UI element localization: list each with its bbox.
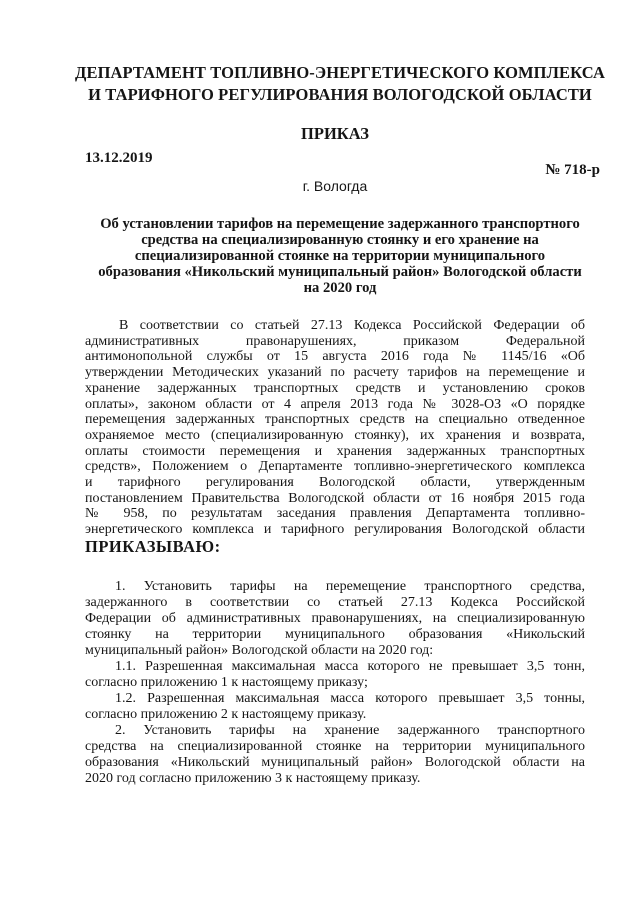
item-2-line: 2. Установить тарифы на хранение задержанного транспортного bbox=[115, 723, 585, 738]
item-1-1-line: согласно приложению 1 к настоящему приказу; bbox=[85, 675, 368, 690]
preamble-line: оплаты», законом области от 4 апреля 2013 года № 3028-ОЗ «О порядке bbox=[85, 396, 585, 412]
preamble-line: антимонопольной службы от 15 августа 2016 года № 1145/16 «Об bbox=[85, 349, 585, 365]
document-city: г. Вологда bbox=[302, 178, 368, 194]
preamble-line: утверждении Методических указаний по расчету тарифов на перемещение и bbox=[85, 365, 585, 381]
preamble-line: № 958, по результатам заседания правления Департамента топливно- bbox=[85, 506, 585, 522]
department-line: ДЕПАРТАМЕНТ ТОПЛИВНО-ЭНЕРГЕТИЧЕСКОГО КОМПЛЕКСА bbox=[75, 63, 605, 82]
department-header bbox=[60, 62, 620, 106]
item-1-2-line: 1.2. Разрешенная максимальная масса которого превышает 3,5 тонны, bbox=[115, 691, 585, 706]
preamble-line: хранение задержанных транспортных средств и установлению сроков bbox=[85, 380, 585, 396]
preamble-line: средств», Положением о Департаменте топливно-энергетического комплекса bbox=[85, 459, 585, 475]
department-line: И ТАРИФНОГО РЕГУЛИРОВАНИЯ ВОЛОГОДСКОЙ ОБЛАСТИ bbox=[88, 85, 592, 104]
item-2-line: образования «Никольский муниципальный район» Вологодской области на bbox=[85, 755, 585, 770]
item-1-line: стоянку на территории муниципального образования «Никольский bbox=[85, 627, 585, 642]
item-1-2-line: согласно приложению 2 к настоящему приказу. bbox=[85, 707, 367, 722]
subject-line: на 2020 год bbox=[303, 280, 377, 296]
subject-line: средства на специализированную стоянку и его хранение на bbox=[141, 232, 539, 248]
order-word: ПРИКАЗЫВАЮ: bbox=[85, 536, 221, 556]
item-2-line: 2020 год согласно приложению 3 к настоящему приказу. bbox=[85, 771, 421, 786]
preamble-line: административных правонарушениях, приказом Федеральной bbox=[85, 333, 585, 349]
document-number: № 718-р bbox=[545, 162, 600, 178]
preamble-line: постановлением Правительства Вологодской области от 16 ноября 2015 года bbox=[85, 490, 585, 506]
item-1-line: задержанного в соответствии со статьей 27.13 Кодекса Российской bbox=[85, 595, 585, 610]
preamble-line: перемещения задержанных транспортных средств на специально отведенное bbox=[85, 412, 585, 428]
subject-line: образования «Никольский муниципальный район» Вологодской области bbox=[98, 264, 582, 280]
item-1-1-line: 1.1. Разрешенная максимальная масса которого не превышает 3,5 тонн, bbox=[115, 659, 585, 674]
subject-line: специализированной стоянке на территории муниципального bbox=[134, 248, 546, 264]
item-2-line: средства на специализированной стоянке на территории муниципального bbox=[85, 739, 585, 754]
preamble bbox=[85, 318, 585, 555]
item-1-line: 1. Установить тарифы на перемещение транспортного средства, bbox=[115, 579, 585, 594]
preamble-line: энергетического комплекса и тарифного регулирования Вологодской области bbox=[85, 522, 585, 538]
document-subject bbox=[80, 216, 600, 296]
item-1-line: муниципальный район» Вологодской области на 2020 год: bbox=[85, 643, 434, 658]
preamble-line: охраняемое место (специализированную стоянку), их хранения и возврата, bbox=[85, 427, 585, 443]
item-1-line: Федерации об административных правонарушениях, на специализированную bbox=[85, 611, 585, 626]
preamble-line: оплаты стоимости перемещения и хранения задержанных транспортных bbox=[85, 443, 585, 459]
subject-line: Об установлении тарифов на перемещение задержанного транспортного bbox=[100, 216, 580, 232]
document-type: ПРИКАЗ bbox=[301, 124, 369, 143]
preamble-line: В соответствии со статьей 27.13 Кодекса Российской Федерации об bbox=[119, 318, 585, 333]
document-date: 13.12.2019 bbox=[85, 150, 153, 166]
order-items bbox=[85, 579, 585, 787]
preamble-line: и тарифного регулирования Вологодской области, утвержденным bbox=[85, 475, 585, 491]
